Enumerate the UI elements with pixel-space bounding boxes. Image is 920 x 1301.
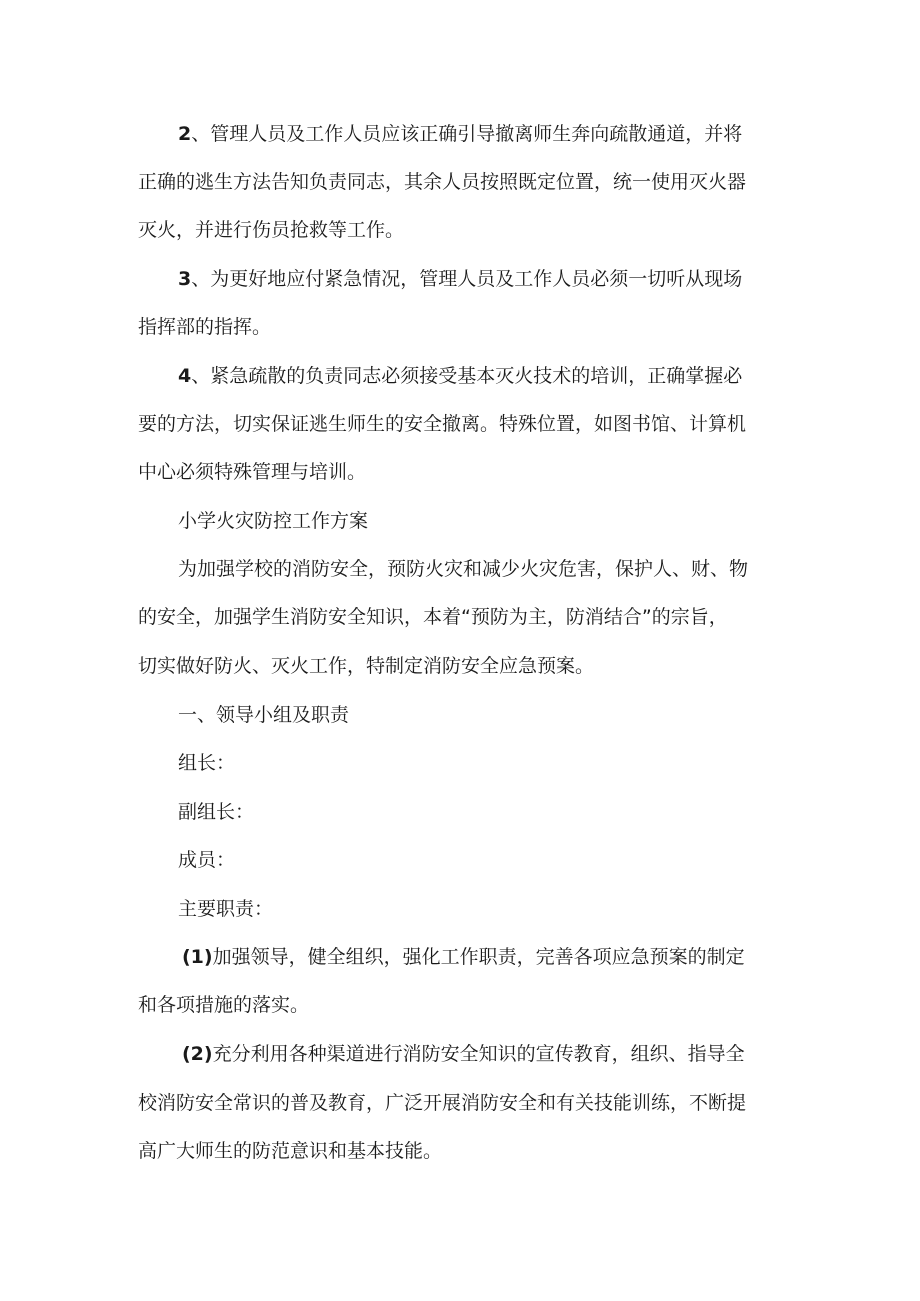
paragraph-2-line-3: 灭火，并进行伤员抢救等工作。: [138, 219, 405, 241]
paragraph-4-line-2: 要的方法，切实保证逃生师生的安全撤离。特殊位置，如图书馆、计算机: [138, 413, 747, 435]
paragraph-3-line-1: [178, 264, 742, 294]
paragraph-2-line-2: 正确的逃生方法告知负责同志，其余人员按照既定位置，统一使用灭火器: [138, 171, 747, 193]
intro-line-2: 的安全，加强学生消防安全知识，本着“预防为主，防消结合”的宗旨，: [138, 606, 728, 628]
paragraph-2-line-1: [178, 119, 742, 149]
section-title: 小学火灾防控工作方案: [178, 510, 369, 532]
paragraph-text: 、为更好地应付紧急情况，管理人员及工作人员必须一切听从现场: [191, 268, 743, 290]
paragraph-text: 、紧急疏散的负责同志必须接受基本灭火技术的培训，正确掌握必: [191, 365, 743, 387]
item-number: 3: [178, 268, 192, 290]
duty-number: (1): [182, 946, 213, 968]
heading-leadership-group: 一、领导小组及职责: [178, 704, 350, 726]
duty-text: 充分利用各种渠道进行消防安全知识的宣传教育，组织、指导全: [212, 1043, 745, 1065]
main-duties-label: 主要职责：: [178, 898, 274, 920]
item-number: 2: [178, 123, 192, 145]
duty-1-line-2: 和各项措施的落实。: [138, 994, 310, 1016]
item-number: 4: [178, 365, 192, 387]
duty-2-line-1: [182, 1039, 745, 1069]
duty-2-line-2: 校消防安全常识的普及教育，广泛开展消防安全和有关技能训练，不断提: [138, 1092, 747, 1114]
intro-line-1: 为加强学校的消防安全，预防火灾和减少火灾危害，保护人、财、物: [178, 558, 749, 580]
duty-text: 加强领导，健全组织，强化工作职责，完善各项应急预案的制定: [212, 946, 745, 968]
paragraph-4-line-1: [178, 361, 742, 391]
leader-label: 组长：: [178, 752, 236, 774]
duty-1-line-1: [182, 942, 745, 972]
deputy-leader-label: 副组长：: [178, 801, 255, 823]
duty-2-line-3: 高广大师生的防范意识和基本技能。: [138, 1140, 443, 1162]
paragraph-3-line-2: 指挥部的指挥。: [138, 316, 272, 338]
paragraph-4-line-3: 中心必须特殊管理与培训。: [138, 461, 367, 483]
intro-line-3: 切实做好防火、灭火工作，特制定消防安全应急预案。: [138, 655, 595, 677]
paragraph-text: 、管理人员及工作人员应该正确引导撤离师生奔向疏散通道，并将: [191, 123, 743, 145]
duty-number: (2): [182, 1043, 213, 1065]
members-label: 成员：: [178, 849, 236, 871]
